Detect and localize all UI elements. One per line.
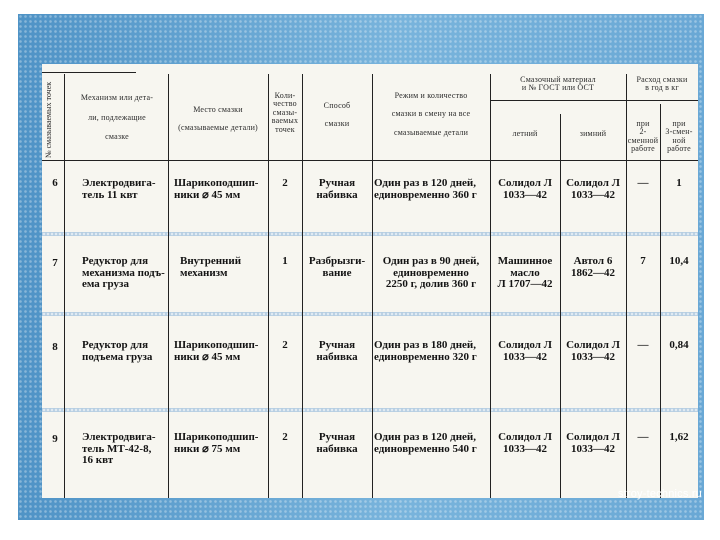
winter-material-cell: Солидол Л 1033—42: [566, 431, 620, 455]
header-bottom-rule: [42, 160, 698, 161]
three-shift-cell: 0,84: [669, 339, 689, 351]
grid-line: [168, 74, 169, 498]
winter-material-cell: Солидол Л 1033—42: [566, 177, 620, 201]
lubrication-point-cell: Внутренний механизм: [180, 255, 242, 279]
mode-cell: Один раз в 120 дней, единовременно 360 г: [374, 177, 477, 201]
point-count-cell: 2: [282, 177, 288, 189]
header-point-number: № смазываемых точек: [44, 81, 53, 158]
header-three-shift: при 3-смен- ной работе: [665, 119, 693, 154]
mode-cell: Один раз в 90 дней, единовременно 2250 г, долив 360 г: [382, 255, 480, 291]
mode-cell: Один раз в 120 дней, единовременно 540 г: [374, 431, 477, 455]
row-number: 7: [52, 257, 58, 269]
header-summer: летний: [512, 129, 538, 138]
header-winter: зимний: [579, 129, 607, 138]
mode-cell: Один раз в 180 дней, единовременно 320 г: [374, 339, 477, 363]
row-separator-band: [42, 408, 698, 412]
row-separator-band: [42, 232, 698, 236]
grid-line: [490, 100, 698, 101]
summer-material-cell: Машинное масло Л 1707—42: [497, 255, 553, 291]
method-cell: Ручная набивка: [316, 177, 358, 201]
mechanism-cell: Редуктор для подъема груза: [82, 339, 153, 363]
scanned-table-page: [42, 64, 698, 498]
winter-material-cell: Солидол Л 1033—42: [566, 339, 620, 363]
mechanism-cell: Редуктор для механизма подъ- ема груза: [82, 255, 165, 291]
point-count-cell: 2: [282, 431, 288, 443]
point-count-cell: 1: [282, 255, 288, 267]
row-separator-band: [42, 312, 698, 316]
lubrication-point-cell: Шарикоподшип- ники ⌀ 45 мм: [174, 339, 259, 363]
summer-material-cell: Солидол Л 1033—42: [498, 339, 552, 363]
header-material: Смазочный материал и № ГОСТ или ОСТ: [520, 75, 596, 93]
row-number: 8: [52, 341, 58, 353]
lubrication-point-cell: Шарикоподшип- ники ⌀ 45 мм: [174, 177, 259, 201]
two-shift-cell: —: [637, 177, 649, 189]
method-cell: Разбрызги- вание: [308, 255, 366, 279]
header-mechanism: Механизм или дета- ли, подлежащие смазке: [80, 93, 154, 141]
lubrication-point-cell: Шарикоподшип- ники ⌀ 75 мм: [174, 431, 259, 455]
grid-line: [42, 72, 136, 73]
header-point-count: Коли- чество смазы- ваемых точек: [271, 91, 299, 134]
three-shift-cell: 10,4: [669, 255, 689, 267]
site-watermark: stroy-technics.ru: [617, 488, 702, 500]
three-shift-cell: 1,62: [669, 431, 689, 443]
summer-material-cell: Солидол Л 1033—42: [498, 177, 552, 201]
header-two-shift: при 2-сменной работе: [627, 119, 659, 154]
grid-line: [64, 74, 65, 498]
method-cell: Ручная набивка: [316, 431, 358, 455]
method-cell: Ручная набивка: [316, 339, 358, 363]
header-lubrication-point: Место смазки (смазываемые детали): [178, 105, 258, 133]
three-shift-cell: 1: [676, 177, 682, 189]
row-number: 6: [52, 177, 58, 189]
two-shift-cell: —: [637, 339, 649, 351]
mechanism-cell: Электродвига- тель 11 квт: [82, 177, 156, 201]
two-shift-cell: —: [637, 431, 649, 443]
two-shift-cell: 7: [640, 255, 646, 267]
point-count-cell: 2: [282, 339, 288, 351]
header-method: Способ смазки: [323, 101, 351, 129]
header-consumption: Расход смазки в год в кг: [636, 75, 688, 93]
mechanism-cell: Электродвига- тель МТ-42-8, 16 квт: [82, 431, 156, 467]
row-number: 9: [52, 433, 58, 445]
header-mode: Режим и количество смазки в смену на все смазываемые детали: [391, 91, 471, 137]
winter-material-cell: Автол 6 1862—42: [571, 255, 615, 279]
summer-material-cell: Солидол Л 1033—42: [498, 431, 552, 455]
